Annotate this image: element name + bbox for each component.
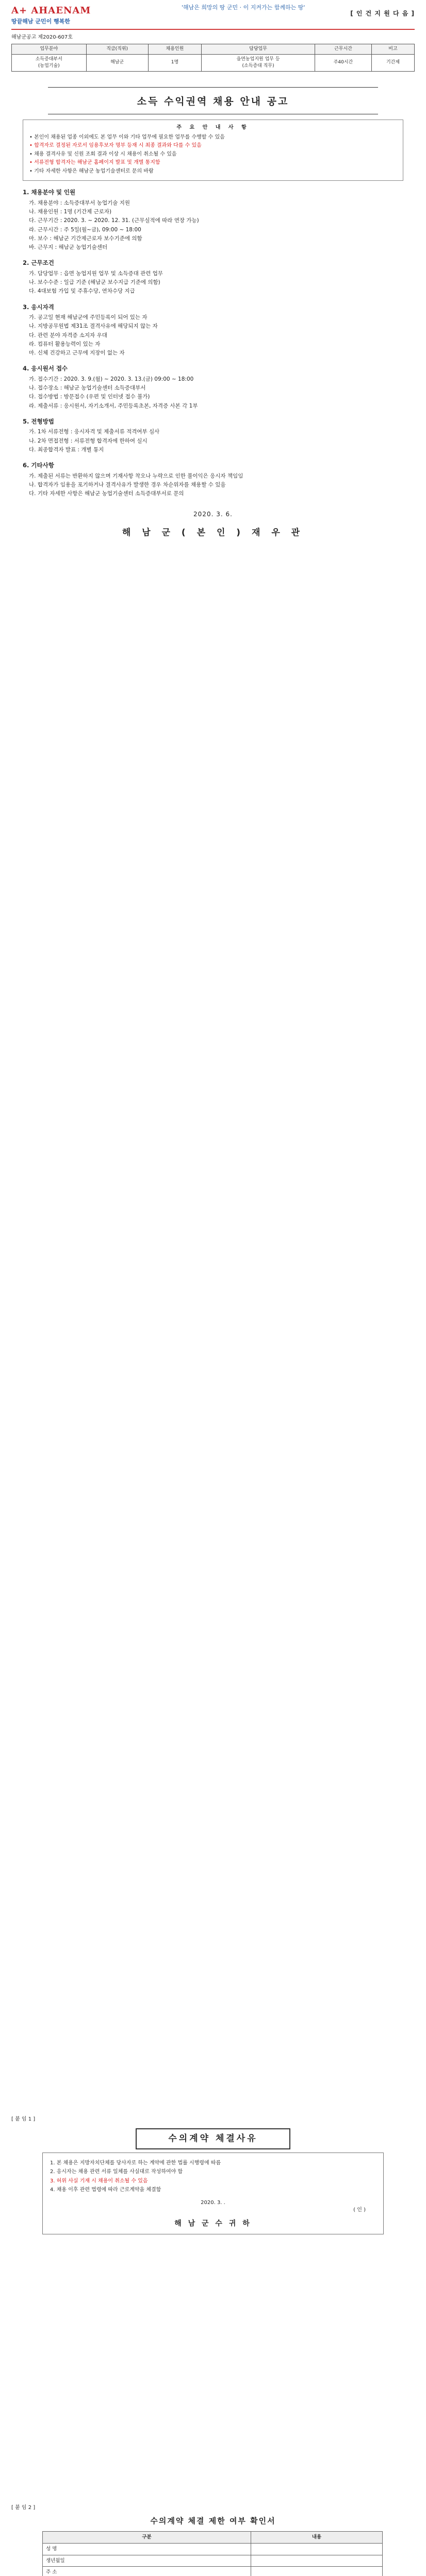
section-line: 가. 제출된 서류는 반환하지 않으며 기재사항 착오나 누락으로 인한 불이익은 응시자 책임임	[29, 472, 243, 479]
annex-2-value[interactable]	[251, 2555, 383, 2567]
annex-2-info-row	[43, 2555, 383, 2567]
approval-col: 담당업무	[202, 44, 315, 54]
section-title: 3. 응시자격	[23, 303, 54, 311]
section-line: 다. 기타 자세한 사항은 해남군 농업기술센터 소득증대부서로 문의	[29, 490, 184, 497]
annex-1-org: 해 남 군 수 귀 하	[174, 2219, 252, 2228]
annex-1-line: 4. 채용 이후 관련 법령에 따라 근로계약을 체결함	[50, 2187, 161, 2193]
approval-table	[11, 44, 415, 72]
approval-table-wrap	[11, 44, 415, 72]
section-line: 가. 접수기간 : 2020. 3. 9.(월) ~ 2020. 3. 13.(금) 09:00 ~ 18:00	[29, 376, 194, 382]
annex-1-body	[42, 2153, 384, 2234]
logo	[11, 4, 91, 26]
intro-list	[29, 134, 397, 176]
annex-1-sign-name: ( 인 )	[353, 2207, 366, 2213]
slogan-line-1: '해남은 희망의 땅 군민 · 이 지켜가는 함께하는 땅'	[182, 4, 305, 11]
section	[23, 259, 403, 295]
title-box	[48, 87, 378, 115]
logo-main: A+ AHAENAM	[11, 5, 91, 16]
section-line: 나. 합격자가 임용을 포기하거나 결격사유가 발생한 경우 차순위자를 채용할 수 있음	[29, 482, 226, 488]
section-body	[23, 376, 403, 410]
section-line: 다. 근무기간 : 2020. 3. ~ 2020. 12. 31. (근무실적에 따라 연장 가능)	[29, 217, 199, 224]
annex-1-tag: [ 붙 임 1 ]	[11, 2116, 36, 2122]
page-label: [ 인 건 지 원 다 음 ]	[350, 10, 415, 17]
section-line: 다. 4대보험 가입 및 주휴수당, 연차수당 지급	[29, 288, 135, 295]
spacer	[0, 539, 426, 2116]
intro-item: • 채용 결격사유 및 신원 조회 결과 이상 시 채용이 취소될 수 있음	[29, 151, 177, 157]
section-body	[23, 199, 403, 251]
approval-col: 직급(직위)	[86, 44, 148, 54]
section-line: 마. 신체 건강하고 근무에 지장이 없는 자	[29, 350, 125, 357]
annex-2-value[interactable]	[251, 2567, 383, 2576]
approval-col: 업무분야	[12, 44, 87, 54]
approval-cell: 해남군	[86, 54, 148, 71]
page-title: 소득 수익권역 채용 안내 공고	[137, 95, 289, 107]
annex-2-value[interactable]	[251, 2543, 383, 2555]
section-line: 라. 제출서류 : 응시원서, 자기소개서, 주민등록초본, 자격증 사본 각 1부	[29, 402, 198, 409]
annex-2-col: 내용	[251, 2532, 383, 2544]
section-title: 2. 근무조건	[23, 259, 54, 267]
approval-cell: 읍면농업지원 업무 등 (소득증대 직무)	[202, 54, 315, 71]
section-line: 나. 채용인원 : 1명 (기간제 근로자)	[29, 209, 112, 215]
section-line: 다. 최종합격자 발표 : 개별 통지	[29, 446, 104, 453]
section	[23, 417, 403, 454]
approval-col: 채용인원	[148, 44, 201, 54]
approval-cell: 소득증대부서 (농업기술)	[12, 54, 87, 71]
intro-heading: 주 요 안 내 사 항	[176, 125, 250, 131]
annex-2-label: 주 소	[43, 2567, 251, 2576]
annex-2-label: 생년월일	[43, 2555, 251, 2567]
section-line: 바. 근무지 : 해남군 농업기술센터	[29, 244, 108, 250]
approval-header-row	[12, 44, 415, 54]
approval-cell: 주40시간	[315, 54, 371, 71]
annex-1-foot	[50, 2199, 376, 2229]
annex-1-line: 3. 허위 사실 기재 시 채용이 취소될 수 있음	[50, 2178, 148, 2184]
section-line: 마. 보수 : 해남군 기간제근로자 보수기준에 의함	[29, 235, 142, 242]
annex-1-line: 1. 본 채용은 지방자치단체를 당사자로 하는 계약에 관한 법률 시행령에 따름	[50, 2160, 221, 2166]
annex-2-tag: [ 붙 임 2 ]	[11, 2504, 36, 2511]
spacer	[0, 2236, 426, 2504]
section-line: 나. 보수수준 : 일급 기준 (해남군 보수지급 기준에 의함)	[29, 279, 160, 286]
section	[23, 364, 403, 410]
section-line: 나. 2차 면접전형 : 서류전형 합격자에 한하여 실시	[29, 437, 148, 444]
section-line: 나. 접수장소 : 해남군 농업기술센터 소득증대부서	[29, 385, 146, 392]
annex-2-col: 구분	[43, 2532, 251, 2544]
approval-col: 비고	[371, 44, 414, 54]
section-line: 다. 접수방법 : 방문접수 (우편 및 인터넷 접수 불가)	[29, 394, 150, 400]
section-title: 6. 기타사항	[23, 462, 54, 469]
annex-2-info-table	[42, 2531, 383, 2576]
annex-2-info-header	[43, 2532, 383, 2544]
intro-item: • 기타 자세한 사항은 해남군 농업기술센터로 문의 바람	[29, 168, 154, 174]
intro-item: • 본인이 채용된 업종 이외에도 본 업무 이와 기타 업무에 필요한 업무를 수행할 수 있음	[29, 134, 225, 140]
section	[23, 303, 403, 358]
annex-2-info-row	[43, 2543, 383, 2555]
annex-1-sign-date: 2020. 3. .	[201, 2199, 225, 2206]
section-title: 4. 응시원서 접수	[23, 365, 68, 372]
annex-1	[11, 2116, 415, 2234]
intro-item: • 합격자로 결정된 자로서 임용후보자 명부 등재 시 최종 결과와 다를 수 있음	[29, 143, 202, 149]
section-title: 1. 채용분야 및 인원	[23, 189, 76, 196]
section-body	[23, 472, 403, 498]
logo-sub: 땅끝해남 군민이 행복한	[11, 18, 70, 25]
annex-2-title: 수의계약 체결 제한 여부 확인서	[150, 2516, 276, 2526]
notice-number: 해남군공고 제2020-607호	[11, 35, 73, 40]
section-line: 가. 채용분야 : 소득증대부서 농업기술 지원	[29, 199, 130, 206]
section	[23, 188, 403, 251]
section-body	[23, 314, 403, 357]
approval-row	[12, 54, 415, 71]
approval-cell: 1명	[148, 54, 201, 71]
approval-cell: 기간제	[371, 54, 414, 71]
annex-2-info-row	[43, 2567, 383, 2576]
section	[23, 461, 403, 498]
sections-container	[0, 188, 426, 498]
section-body	[23, 270, 403, 296]
annex-2-label: 성 명	[43, 2543, 251, 2555]
section-line: 라. 근무시간 : 주 5일(월~금), 09:00 ~ 18:00	[29, 226, 141, 233]
annex-2	[11, 2504, 415, 2576]
section-line: 가. 담당업무 : 읍면 농업지원 업무 및 소득증대 관련 업무	[29, 270, 163, 277]
section-line: 나. 지방공무원법 제31조 결격사유에 해당되지 않는 자	[29, 323, 158, 330]
annex-1-title: 수의계약 체결사유	[136, 2128, 290, 2149]
slogan	[182, 4, 305, 12]
intro-box	[23, 120, 403, 181]
notice-date: 2020. 3. 6.	[193, 511, 233, 518]
annex-1-line: 2. 응시자는 채용 관련 서류 일체를 사실대로 작성하여야 함	[50, 2169, 183, 2175]
intro-item: • 서류전형 합격자는 해남군 홈페이지 발표 및 개별 통지함	[29, 160, 160, 166]
section-line: 가. 공고일 현재 해남군에 주민등록이 되어 있는 자	[29, 314, 148, 321]
approval-col: 근무시간	[315, 44, 371, 54]
header	[11, 0, 415, 30]
section-title: 5. 전형방법	[23, 417, 54, 425]
section-line: 다. 관련 분야 자격증 소지자 우대	[29, 332, 107, 338]
section-body	[23, 428, 403, 454]
section-line: 가. 1차 서류전형 : 응시자격 및 제출서류 적격여부 심사	[29, 429, 160, 435]
issuing-office: 해 남 군 ( 본 인 ) 재 우 관	[122, 527, 304, 538]
section-line: 라. 컴퓨터 활용능력이 있는 자	[29, 341, 101, 347]
